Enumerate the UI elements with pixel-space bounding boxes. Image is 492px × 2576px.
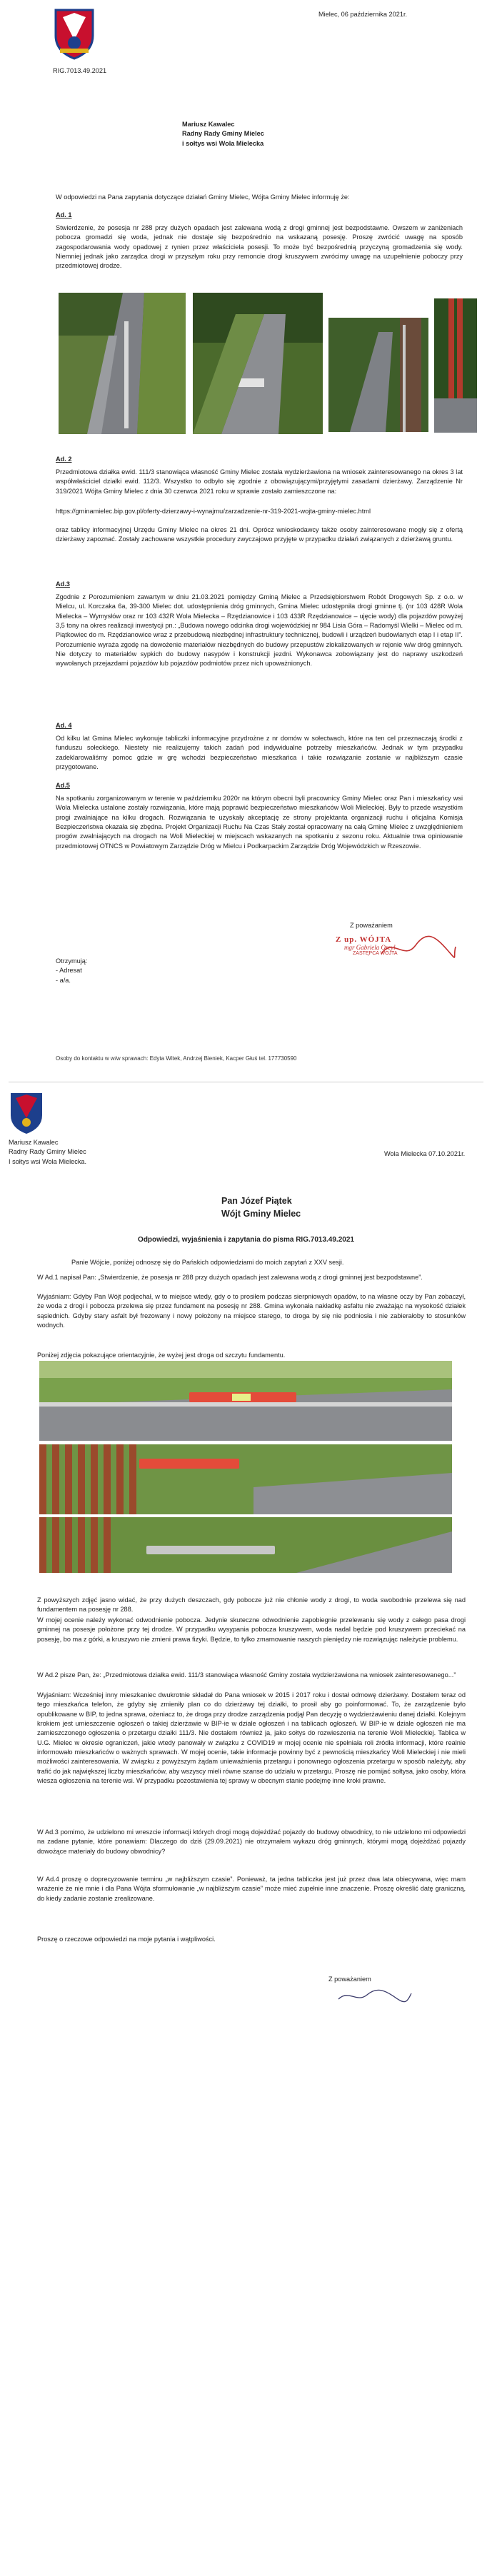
sender-line: Radny Rady Gminy Mielec <box>9 1148 86 1156</box>
ad4-text: Od kilku lat Gmina Mielec wykonuje tabliczki informacyjne przydrożne z nr domów w sołectwach, które na ten cel przeznaczają środki z funduszu sołeckiego. Niestety nie realizujemy takich zadań pod indywidualne potrzeby mieszkańców. Jednak w tym przypadku zadeklarowaliśmy pomoc gdzie w grę wchodzi bezpieczeństwo mieszkańca i takie rozwiązanie zostanie w najbliższym czasie przygotowane. <box>56 735 463 771</box>
letter2-p4: Z powyższych zdjęć jasno widać, że przy dużych deszczach, gdy pobocze już nie chłonie wody z drogi, to woda swobodnie przelewa się nad fundamentem na posesję nr 288. <box>37 1596 466 1614</box>
letter2-greeting: Panie Wójcie, poniżej odnoszę się do Pańskich odpowiedziami do moich zapytań z XXV sesji. <box>71 1259 344 1266</box>
photo-level-fence <box>39 1444 452 1514</box>
cc-title: Otrzymują: <box>56 957 88 965</box>
photo-level-curb <box>39 1361 452 1441</box>
recipient-line: Radny Rady Gminy Mielec <box>182 130 264 138</box>
letter2-p5: W mojej ocenie należy wykonać odwodnienie pobocza. Jedynie skuteczne odwodnienie zapobiegnie przelewaniu się wody z całego pasa drogi gminnej na posesje położone przy tej drodze. W przypadku wysypania pobocza kruszywem, woda nadal będzie pod kruszywem przeciekać na posesję, bo ma z górki, a kruszywo nie zmieni prawa fizyki. Będzie, to tylko zmarnowanie naszych pieniędzy nie rozwiązując należycie problemu. <box>37 1616 466 1643</box>
photo-level-ground <box>39 1517 452 1573</box>
stamp-name: mgr Gabriela Oreył <box>344 944 396 951</box>
letter1-date: Mielec, 06 października 2021r. <box>318 11 408 18</box>
photo-roadside-3 <box>328 318 428 432</box>
sender-line: Mariusz Kawalec <box>9 1139 59 1146</box>
ad1-text: Stwierdzenie, że posesja nr 288 przy dużych opadach jest zalewana wodą z drogi gminnej jest bezpodstawne. Owszem w zaniżeniach pobocza gromadzi się woda, jednak nie dostaje się bezpośrednio na wskazaną posesję. Proszę zwrócić uwagę na sposób zagospodarowania wody opadowej z rynien przez właściciela posesji. To może być bezpośrednią przyczyną gromadzenia się wody. Niemniej jednak jako zarządca drogi w przyszłym roku przy remoncie drogi kruszywem zwrócimy uwagę na uzupełnienie poboczy przy przedmiotowej drodze. <box>56 224 463 270</box>
ad5-text: Na spotkaniu zorganizowanym w terenie w październiku 2020r na którym obecni byli pracownicy Gminy Mielec oraz Pan i mieszkańcy wsi Wola Mielecka ustalone zostały rozwiązania, które mają poprawić bezpieczeństwo mieszkańców Woli Mieleckiej. Były to przede wszystkim progi zwalniające na kilku drogach. Rozwiązania te uzyskały akceptację ze strony projektanta organizacji ruchu i oficjalna Komisja Bezpieczeństwa okazała się zbędna. Projekt Organizacji Ruchu Na Czas Stały został opracowany na całą Gminę Mielec z uwzględnieniem progów zwalniających na drogach na Woli Mieleckiej w miejscach wskazanych na spotkaniu z sezonu roku. Aktualnie trwa opiniowanie przedmiotowej OTNCS w Powiatowym Zarządzie Dróg w Mielcu i Podkarpackim Zarządzie Dróg Wojewódzkich w Rzeszowie. <box>56 795 463 850</box>
ad3-title: Ad.3 <box>56 580 70 588</box>
letter2-date: Wola Mielecka 07.10.2021r. <box>384 1150 466 1157</box>
addressee-line: Wójt Gminy Mielec <box>221 1208 301 1219</box>
letter2-p7: Wyjaśniam: Wcześniej inny mieszkaniec dwukrotnie składał do Pana wniosek w 2015 i 2017 roku i dostał odmowę dzierżawy. Dostałem teraz od tego mieszkańca telefon, że gdyby się zmieniły plan co do dzierżawy tej działki, to prosił aby go poinformować. To, że zarządzenie było opublikowane w BIP, to jedna sprawa, ożeniacz to, że droga przy drodze zarządzenia podjął Pan decyzję o wydzierżawieniu danej działki. Kolejnym krokiem jest umieszczenie ogłoszeń o takiej dzierżawie w BIP-ie w dziale ogłoszeń i na tablicach ogłoszeń. W BIP-ie w dziale ogłoszeń nie ma zamieszczonego ogłoszenia o przetargu działki 111/3. Nie dostałem również ja, jako sołtys do rozwieszenia na terenie Woli Mieleckiej. Tablica w U.G. Mielec w okresie ograniczeń, jakie wtedy panowały w związku z COVID19 w mojej ocenie nie spełniała roli źródła informacji, które realnie informowało mieszkańców o ważnych sprawach. W mojej ocenie, takie informacje powinny być z pewnością mieszkańcy Woli Mieleckiej i nie mieli możliwości zainteresowania. W związku z powyższym żądam unieważnienia przetargu i ponownego ogłoszenia przetargu w sposób należyty, aby trafić do jak największej liczby mieszkańców, aby wszyscy mieli równe szanse do udziału w przetargu. Proszę nie pomijać sołtysa, jako osoby, która wiesza ogłoszenia na terenie wsi. W przypadku pozostawienia tej sprawy w obecnym stanie podejmę inne kroki prawne. <box>37 1691 466 1785</box>
letter2-p6: W Ad.2 pisze Pan, że: „Przedmiotowa działka ewid. 111/3 stanowiąca własność Gminy została wydzierżawiona na wniosek zainteresowanego...” <box>37 1671 456 1679</box>
letter1-recipient <box>182 120 264 149</box>
stamp-role: ZASTĘPCA WÓJTA <box>353 951 398 956</box>
letter1-reference: RIG.7013.49.2021 <box>53 67 107 74</box>
letter2-regards: Z poważaniem <box>328 1976 371 1983</box>
recipient-line: i sołtys wsi Wola Mielecka <box>182 139 264 147</box>
photo-roadside-2 <box>193 293 323 434</box>
ad2-text-2: oraz tablicy informacyjnej Urzędu Gminy Mielec na okres 21 dni. Oprócz wnioskodawcy także osoby zainteresowane mogły się z ofertą dzierżawy zapoznać. Zostały zachowane wszystkie procedury zwyczajowo przyjęte w przypadku działań związanych z dzierżawą gruntu. <box>56 526 463 543</box>
letter2-p2: Wyjaśniam: Gdyby Pan Wójt podjechał, w to miejsce wtedy, gdy o to prosiłem podczas sierpniowych opadów, to na własne oczy by Pan zobaczył, że woda z drogi i pobocza przelewa się przez fundament na posesję nr 288. Gmina wykonała nakładkę asfaltu nie zważając na wysokość działek sąsiednich. Gdyby stary asfalt był frezowany i nowy położony na miejsce starego, to droga by się nie podniosła i nie zabierałoby to stosunków wodnych. <box>37 1293 466 1329</box>
ad2-title: Ad. 2 <box>56 456 72 463</box>
ad2-text: Przedmiotowa działka ewid. 111/3 stanowiąca własność Gminy Mielec została wydzierżawiona na wniosek zainteresowanego na okres 3 lat współwłaściciel działki ewid. 112/3. Wszystko to odbyło się zgodnie z obowiązującymi/przyjętymi zasadami dzierżawy. Zarządzenie Nr 319/2021 Wójta Gminy Mielec z dnia 30 czerwca 2021 roku w sprawie zostało zamieszczone na: <box>56 468 463 495</box>
letter2-addressee <box>221 1195 301 1220</box>
wola-mielecka-crest-logo <box>9 1091 44 1135</box>
stamp-title: Z up. WÓJTA <box>336 935 392 944</box>
cc-item: - a/a. <box>56 976 71 984</box>
official-stamp-signature <box>336 935 464 956</box>
handwritten-signature <box>378 932 457 964</box>
letter2-p9: W Ad.4 proszę o doprecyzowanie terminu „w najbliższym czasie”. Ponieważ, ta jedna tabliczka jest już przez dwa lata obiecywana, więc mam wrażenie że nie mnie i dla Pana Wójta sformułowanie „w najbliższym czasie” może mieć zupełnie inne znaczenie. Proszę określić datę graniczną, do kiedy zadanie zostanie zrealizowane. <box>37 1876 466 1902</box>
sender-line: I sołtys wsi Wola Mielecka. <box>9 1157 87 1165</box>
letter1-intro: W odpowiedzi na Pana zapytania dotyczące działań Gminy Mielec, Wójta Gminy Mielec informuję że: <box>56 193 350 201</box>
letter2-subject: Odpowiedzi, wyjaśnienia i zapytania do pisma RIG.7013.49.2021 <box>138 1236 354 1244</box>
letter2-p3: Poniżej zdjęcia pokazujące orientacyjnie, że wyżej jest droga od szczytu fundamentu. <box>37 1352 286 1359</box>
contact-footer: Osoby do kontaktu w w/w sprawach: Edyta Witek, Andrzej Bieniek, Kacper Głuś tel. 177730590 <box>56 1055 297 1062</box>
letter2-closing: Proszę o rzeczowe odpowiedzi na moje pytania i wątpliwości. <box>37 1936 216 1943</box>
cc-list <box>56 957 87 985</box>
ad2-bip-link[interactable]: https://gminamielec.bip.gov.pl/oferty-dzierzawy-i-wynajmu/zarzadzenie-nr-319-2021-wojta-gminy-mielec.html <box>56 508 371 515</box>
ad1-title: Ad. 1 <box>56 211 72 218</box>
handwritten-signature-2 <box>336 1986 414 2008</box>
letter2-p1: W Ad.1 napisał Pan: „Stwierdzenie, że posesja nr 288 przy dużych opadach jest zalewana wodą z drogi gminnej jest bezpodstawne”. <box>37 1274 423 1281</box>
letter1-regards: Z poważaniem <box>350 922 393 929</box>
recipient-line: Mariusz Kawalec <box>182 121 235 128</box>
photo-roadside-1 <box>59 293 186 434</box>
letter2-sender <box>9 1138 86 1167</box>
letter2-p8: W Ad.3 pomimo, że udzielono mi wreszcie informacji których drogi mogą dojeżdżać pojazdy do budowy obwodnicy, to nie udzielono mi odpowiedzi na zadane pytanie, które ponawiam: Dlaczego do dziś (29.09.2021) nie otrzymałem wykazu dróg gminnych, którymi mogą dojeżdżać pojazdy dowożące materiały do budowy obwodnicy? <box>37 1828 466 1855</box>
addressee-line: Pan Józef Piątek <box>221 1196 292 1206</box>
gmina-crest-logo <box>53 7 96 60</box>
cc-item: - Adresat <box>56 967 82 975</box>
ad5-title: Ad.5 <box>56 782 70 789</box>
photo-roadside-4 <box>434 298 477 433</box>
ad3-text: Zgodnie z Porozumieniem zawartym w dniu 21.03.2021 pomiędzy Gminą Mielec a Przedsiębiorstwem Robót Drogowych Sp. z o.o. w Mielcu, ul. Korczaka 6a, 39-300 Mielec dot. udostępnienia dróg gminnych, Gmina Mielec udostępniła drogi gminne tj. (nr 103 428R Wola Mielecka – Wymysłów oraz nr 103 432R Wola Mielecka – Rzędzianowice i 103 433R Rzędzianowice – ujęcie wody) dla pojazdów powyżej 3,5 tony na okres realizacji inwestycji pn.: „Budowa nowego odcinka drogi wojewódzkiej nr 984 Lisia Góra – Radomyśl Wielki – Mielec od m. Piątkowiec do m. Rzędzianowice wraz z przebudową niezbędnej infrastruktury technicznej, budowli i urządzeń budowlanych etap I i etap II”. Porozumienie wyraża zgodę na dowożenie materiałów niezbędnych do budowy przepustów zlokalizowanych w rejonie w/w dróg gminnych. Nie dotyczy to materiałów sypkich do budowy nasypów i konstrukcji jezdni. Wykonawca zobowiązany jest do naprawy uszkodzeń wywołanych przejazdami pojazdów lub pojazdów podmiotów przez nich upoważnionych. <box>56 593 463 668</box>
ad4-title: Ad. 4 <box>56 722 72 729</box>
